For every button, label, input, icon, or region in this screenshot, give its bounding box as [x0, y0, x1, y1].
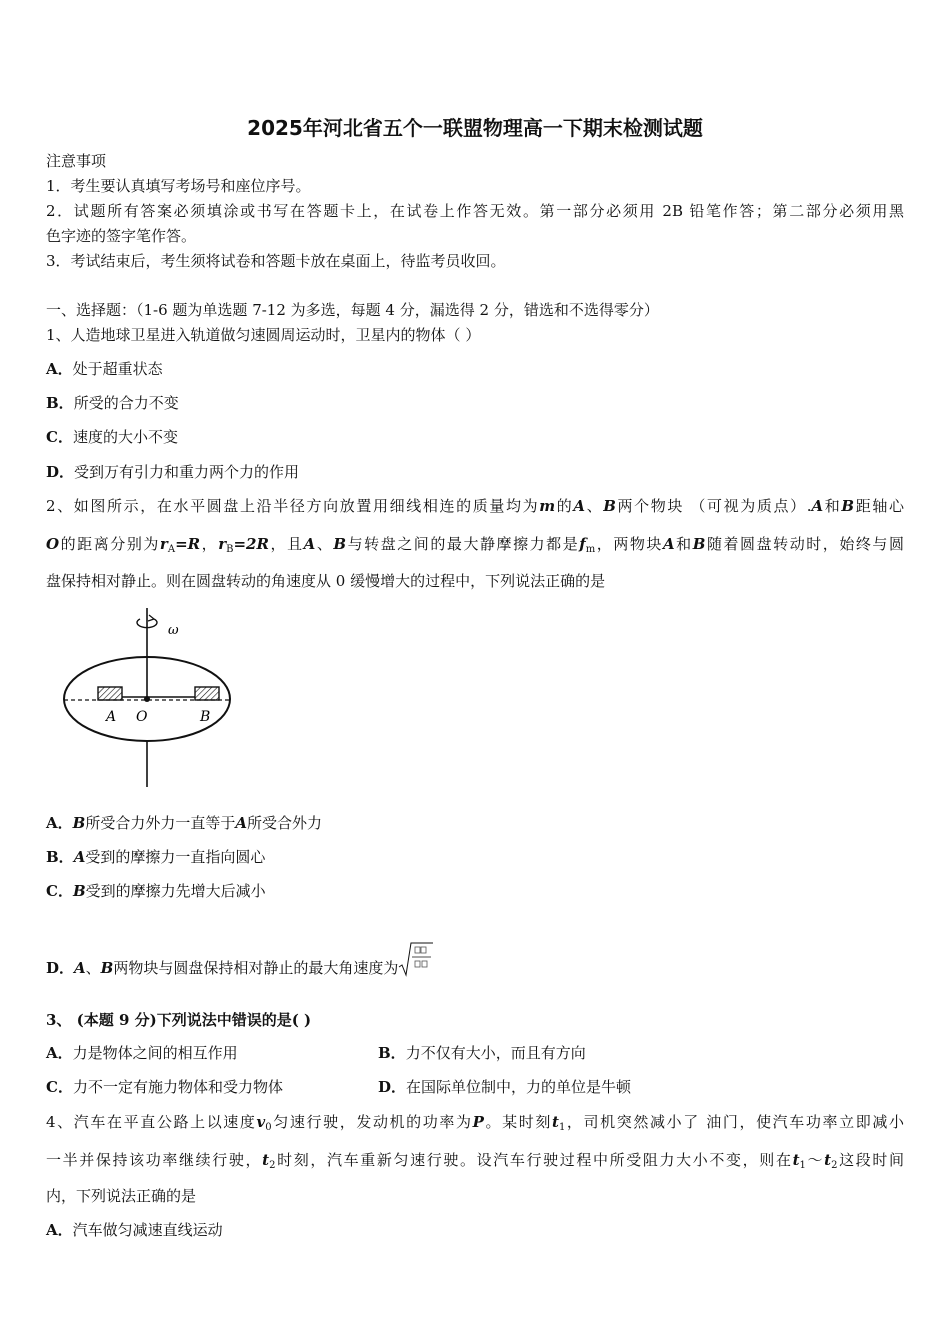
q1-option-a	[46, 359, 163, 379]
option-label: C．	[46, 428, 73, 446]
block-b	[195, 687, 219, 700]
label-a: A	[106, 709, 117, 725]
q4-option-a: A．汽车做匀减速直线运动	[46, 1221, 223, 1239]
notice-heading: 注意事项	[46, 152, 107, 170]
q1-option-c	[46, 427, 178, 447]
q2-option-d: D．A、B两物块与圆盘保持相对静止的最大角速度为	[46, 941, 434, 979]
option-label: A．	[46, 360, 73, 378]
sqrt-formula-icon	[398, 941, 434, 979]
q3-option-a: A．力是物体之间的相互作用	[46, 1044, 238, 1062]
option-text: 速度的大小不变	[72, 428, 178, 446]
q3-option-c: C．力不一定有施力物体和受力物体	[46, 1078, 283, 1096]
question-4-line-1: 4、汽车在平直公路上以速度$v_0$匀速行驶，发动机的功率为P。某时刻$t_1$，司机突然减小了 油门，使汽车功率立即减小	[46, 1113, 904, 1133]
q2-option-a: A．B所受合力外力一直等于A所受合外力	[46, 814, 322, 832]
q2-option-b: B．A受到的摩擦力一直指向圆心	[46, 848, 266, 866]
option-text: 所受的合力不变	[73, 394, 179, 412]
center-point-o	[144, 696, 150, 702]
label-b: B	[200, 709, 211, 725]
q3-option-d: D．在国际单位制中，力的单位是牛顿	[378, 1078, 632, 1096]
section-heading: 一、选择题：（1-6 题为单选题 7-12 为多选，每题 4 分，漏选得 2 分，错选和不选得零分）	[46, 301, 659, 319]
q1-option-d	[46, 462, 299, 482]
omega-label: ω	[168, 623, 179, 638]
q1-option-b	[46, 393, 179, 413]
page-title: 2025年河北省五个一联盟物理高一下期末检测试题	[247, 116, 703, 140]
question-1-stem: 1、人造地球卫星进入轨道做匀速圆周运动时，卫星内的物体（ ）	[46, 326, 481, 344]
question-2-line-1: 2、如图所示，在水平圆盘上沿半径方向放置用细线相连的质量均为m的A、B两个物块 （可视为质点）.A和B距轴心	[46, 497, 904, 515]
notice-item: 1．考生要认真填写考场号和座位序号。	[46, 177, 311, 195]
question-4-line-3: 内，下列说法正确的是	[46, 1187, 197, 1205]
label-o: O	[136, 709, 148, 725]
question-2-line-3: 盘保持相对静止。则在圆盘转动的角速度从 0 缓慢增大的过程中，下列说法正确的是	[46, 572, 606, 590]
block-a	[98, 687, 122, 700]
rotating-disk-figure	[58, 603, 236, 789]
option-label: D．	[46, 463, 75, 481]
q3-option-b: B．力不仅有大小，而且有方向	[378, 1044, 586, 1062]
option-text: 处于超重状态	[72, 360, 163, 378]
question-3-stem: 3、 (本题 9 分)下列说法中错误的是( )	[46, 1011, 312, 1029]
arrow-head-icon	[148, 615, 154, 621]
q2-option-c: C．B受到的摩擦力先增大后减小	[46, 882, 266, 900]
notice-item: 色字迹的签字笔作答。	[46, 227, 197, 245]
question-4-line-2: 一半并保持该功率继续行驶，$t_2$时刻，汽车重新匀速行驶。设汽车行驶过程中所受阻力大小不变，则在$t_1\sim t_2$这段时间	[46, 1151, 904, 1171]
notice-item: 2．试题所有答案必须填涂或书写在答题卡上，在试卷上作答无效。第一部分必须用 2B 铅笔作答；第二部分必须用黑	[46, 202, 904, 220]
option-label: B．	[46, 394, 74, 412]
question-2-line-2: O的距离分别为$r_A=R$，$r_B=2R$，且A、B与转盘之间的最大静摩擦力都是$f_m$，两物块A和B随着圆盘转动时，始终与圆	[46, 535, 904, 555]
notice-item: 3．考试结束后，考生须将试卷和答题卡放在桌面上，待监考员收回。	[46, 252, 506, 270]
option-text: 受到万有引力和重力两个力的作用	[74, 463, 300, 481]
